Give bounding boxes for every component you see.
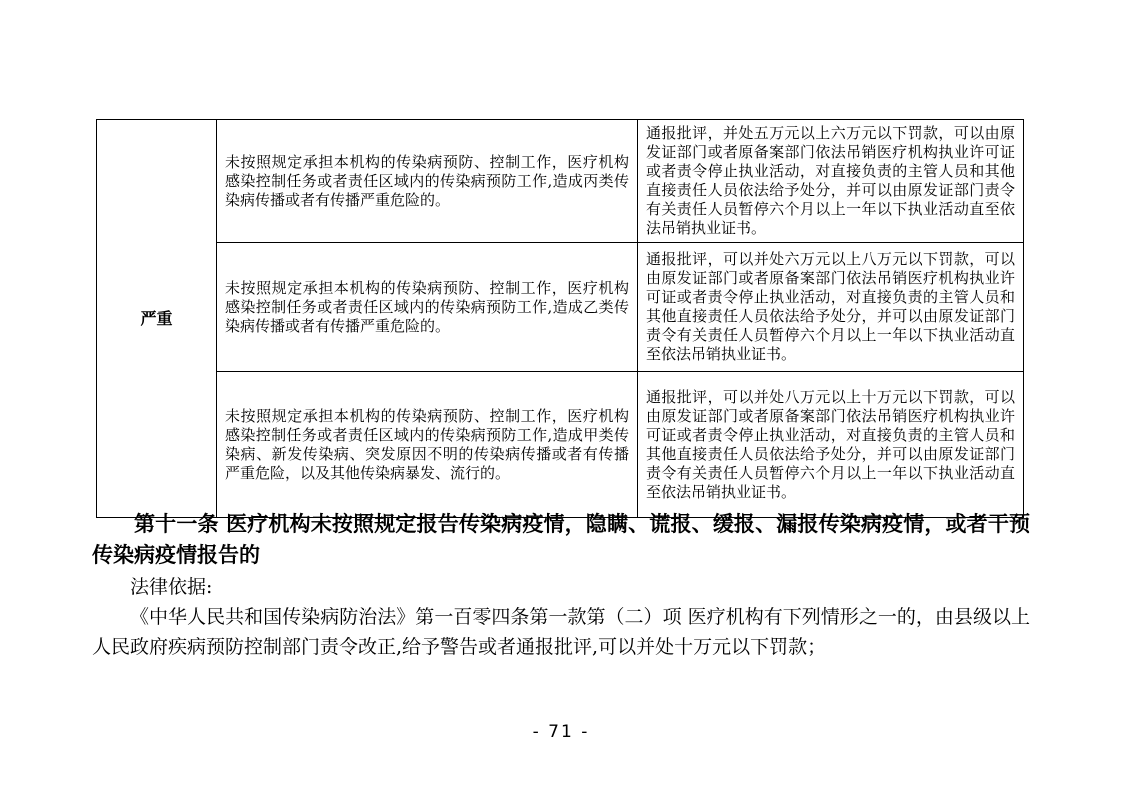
article-section xyxy=(92,508,1030,662)
page-number: - 71 - xyxy=(532,722,590,742)
penalty-cell: 通报批评，可以并处六万元以上八万元以下罚款，可以由原发证部门或者原备案部门依法吊销医疗机构执业许可证或者责令停止执业活动，对直接负责的主管人员和其他直接责任人员依法给予处分，并可以由原发证部门责令有关责任人员暂停六个月以上一年以下执业活动直至依法吊销执业证书。 xyxy=(638,243,1024,372)
legal-basis-label: 法律依据: xyxy=(130,576,213,598)
violation-cell: 未按照规定承担本机构的传染病预防、控制工作，医疗机构感染控制任务或者责任区域内的传染病预防工作,造成甲类传染病、新发传染病、突发原因不明的传染病传播或者有传播严重危险，以及其他传染病暴发、流行的。 xyxy=(217,372,638,518)
penalty-cell: 通报批评，可以并处八万元以上十万元以下罚款，可以由原发证部门或者原备案部门依法吊销医疗机构执业许可证或者责令停止执业活动，对直接负责的主管人员和其他直接责任人员依法给予处分，并可以由原发证部门责令有关责任人员暂停六个月以上一年以下执业活动直至依法吊销执业证书。 xyxy=(638,372,1024,518)
penalty-cell: 通报批评，并处五万元以上六万元以下罚款，可以由原发证部门或者原备案部门依法吊销医疗机构执业许可证或者责令停止执业活动，对直接负责的主管人员和其他直接责任人员依法给予处分，并可以由原发证部门责令有关责任人员暂停六个月以上一年以下执业活动直至依法吊销执业证书。 xyxy=(638,120,1024,243)
violation-cell: 未按照规定承担本机构的传染病预防、控制工作，医疗机构感染控制任务或者责任区域内的传染病预防工作,造成乙类传染病传播或者有传播严重危险的。 xyxy=(217,243,638,372)
article-heading: 第十一条 医疗机构未按照规定报告传染病疫情，隐瞒、谎报、缓报、漏报传染病疫情，或者干预传染病疫情报告的 xyxy=(92,511,1030,567)
table-row xyxy=(97,243,1024,372)
legal-basis-text: 《中华人民共和国传染病防治法》第一百零四条第一款第（二）项 医疗机构有下列情形之一的，由县级以上人民政府疾病预防控制部门责令改正,给予警告或者通报批评,可以并处十万元以下罚款； xyxy=(92,606,1030,658)
violation-cell: 未按照规定承担本机构的传染病预防、控制工作，医疗机构感染控制任务或者责任区域内的传染病预防工作,造成丙类传染病传播或者有传播严重危险的。 xyxy=(217,120,638,243)
penalty-table xyxy=(96,119,1024,518)
table-row xyxy=(97,372,1024,518)
severity-cell: 严重 xyxy=(97,120,217,518)
table-row xyxy=(97,120,1024,243)
